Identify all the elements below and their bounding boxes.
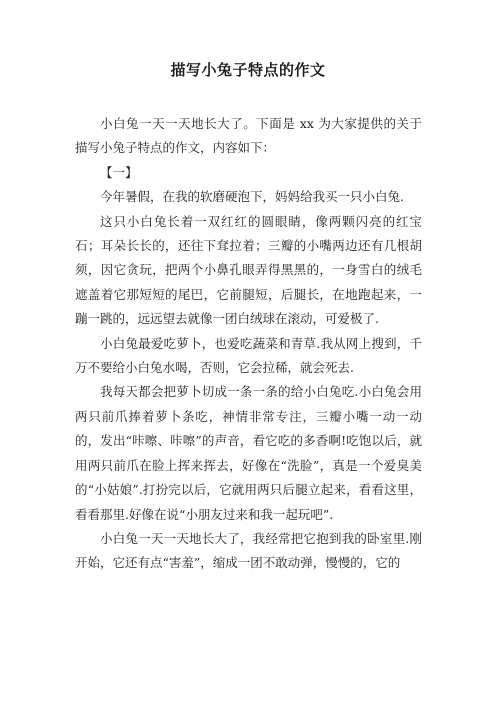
paragraph: 小白兔一天一天地长大了，我经常把它抱到我的卧室里.刚开始，它还有点“害羞”，缩成一团不敢动弹，慢慢的，它的 bbox=[75, 530, 422, 571]
paragraph: 小白兔最爱吃萝卜，也爱吃蔬菜和青草.我从网上搜到，千万不要给小白兔水喝，否则，它会拉稀，就会死去. bbox=[75, 335, 422, 376]
paragraph: 这只小白兔长着一双红红的圆眼睛，像两颗闪亮的红宝石；耳朵长长的，还往下耷拉着；三瓣的小嘴两边还有几根胡须，因它贪玩，把两个小鼻孔眼弄得黑黑的，一身雪白的绒毛遮盖着它那短短的尾巴，它前腿短，后腿长，在地跑起来，一蹦一跳的，远远望去就像一团白绒球在滚动，可爱极了. bbox=[75, 213, 422, 327]
paragraph: 今年暑假，在我的软磨硬泡下，妈妈给我买一只小白兔. bbox=[100, 189, 404, 205]
section-heading: 【一】 bbox=[100, 164, 138, 180]
document-body bbox=[75, 112, 422, 576]
paragraph-intro: 小白兔一天一天地长大了。下面是 xx 为大家提供的关于描写小兔子特点的作文，内容如下： bbox=[75, 116, 422, 156]
document-title: 描写小兔子特点的作文 bbox=[170, 61, 326, 79]
paragraph: 我每天都会把萝卜切成一条一条的给小白兔吃.小白兔会用两只前爪捧着萝卜条吃，神情非常专注，三瓣小嘴一动一动的，发出“咔嚓、咔嚓”的声音，看它吃的多香啊!吃饱以后，就用两只前爪在脸上挥来挥去，好像在“洗脸”，真是一个爱臭美的“小姑娘”.打扮完以后，它就用两只后腿立起来，看看这里，看看那里.好像在说“小朋友过来和我一起玩吧”. bbox=[75, 384, 422, 522]
